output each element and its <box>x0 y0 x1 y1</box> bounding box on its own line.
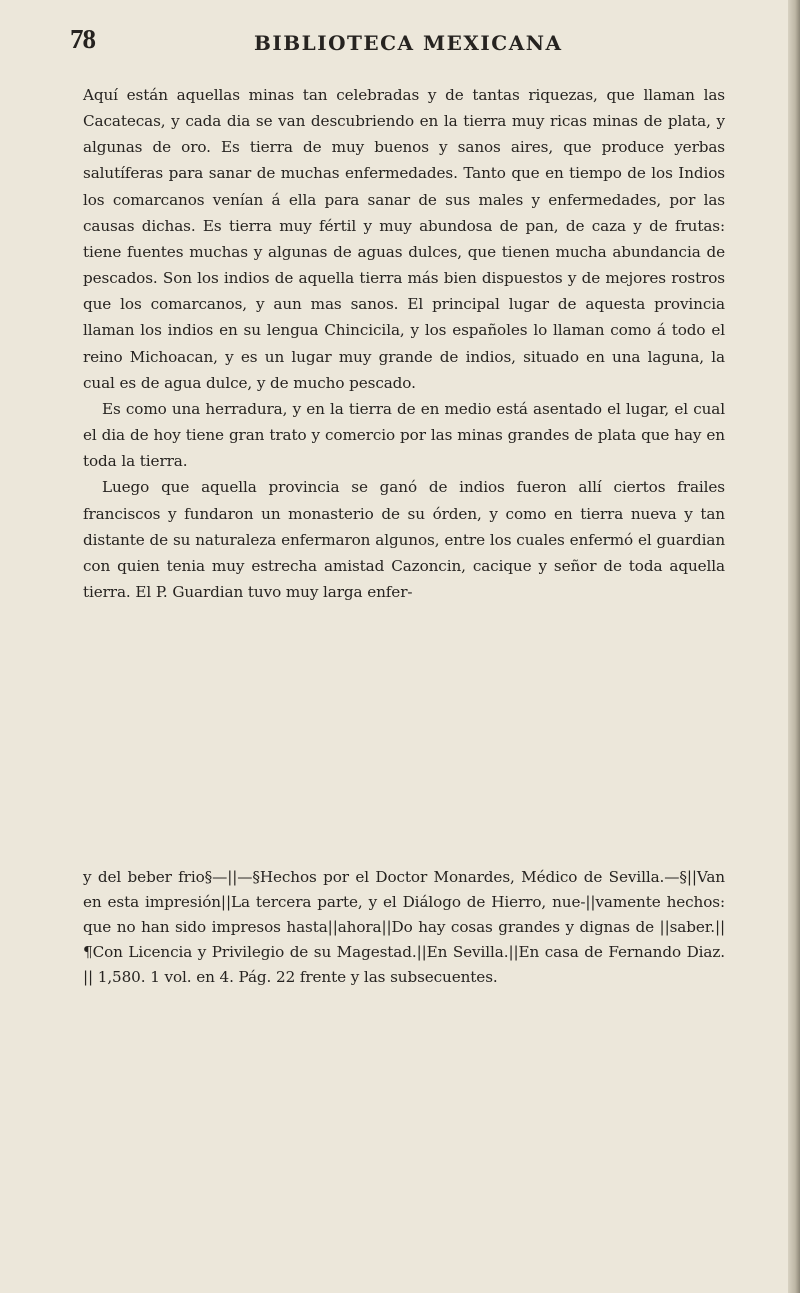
paragraph-3: Luego que aquella provincia se ganó de indios fueron allí ciertos frailes franciscos y fundaron un monasterio de su órden, y como en tierra nueva y tan distante de su naturaleza enfermaron algunos, entre los cuales enfermó el guardian con quien tenia muy estrecha amistad Cazoncin, cacique y señor de toda aquella tierra. El P. Guardian tuvo muy larga enfer- <box>83 478 725 601</box>
paragraph-2: Es como una herradura, y en la tierra de en medio está asentado el lugar, el cual el dia de hoy tiene gran trato y comercio por las minas grandes de plata que hay en toda la tierra. <box>83 399 725 471</box>
book-spine-edge <box>788 0 800 1293</box>
bibliographic-note: y del beber frio§—||—§Hechos por el Doctor Monardes, Médico de Sevilla.—§||Van en esta impresión||La tercera parte, y el Diálogo de Hierro, nue-||vamente hechos: que no han sido impresos hasta||ahora||Do hay cosas grandes y dignas de ||saber.|| ¶Con Licencia y Privilegio de su Magestad.||En Sevilla.||En casa de Fernando Diaz. || 1,580. 1 vol. en 4. Pág. 22 frente y las subsecuentes. <box>83 868 725 986</box>
main-text <box>83 82 725 605</box>
page-number: 78 <box>70 24 95 54</box>
paragraph-1: Aquí están aquellas minas tan celebradas y de tantas riquezas, que llaman las Cacatecas, y cada dia se van descubriendo en la tierra muy ricas minas de plata, y algunas de oro. Es tierra de muy buenos y sanos aires, que produce yerbas salutíferas para sanar de muchas enfermedades. Tanto que en tiempo de los Indios los comarcanos venían á ella para sanar de sus males y enfermedades, por las causas dichas. Es tierra muy fértil y muy abundosa de pan, de caza y de frutas: tiene fuentes muchas y algunas de aguas dulces, que tienen mucha abundancia de pescados. Son los indios de aquella tierra más bien dispuestos y de mejores rostros que los comarcanos, y aun mas sanos. El principal lugar de aquesta provincia llaman los indios en su lengua Chincicila, y los españoles lo llaman como á todo el reino Michoacan, y es un lugar muy grande de indios, situado en una laguna, la cual es de agua dulce, y de mucho pescado. <box>83 86 725 392</box>
running-head: BIBLIOTECA MEXICANA <box>254 31 563 55</box>
